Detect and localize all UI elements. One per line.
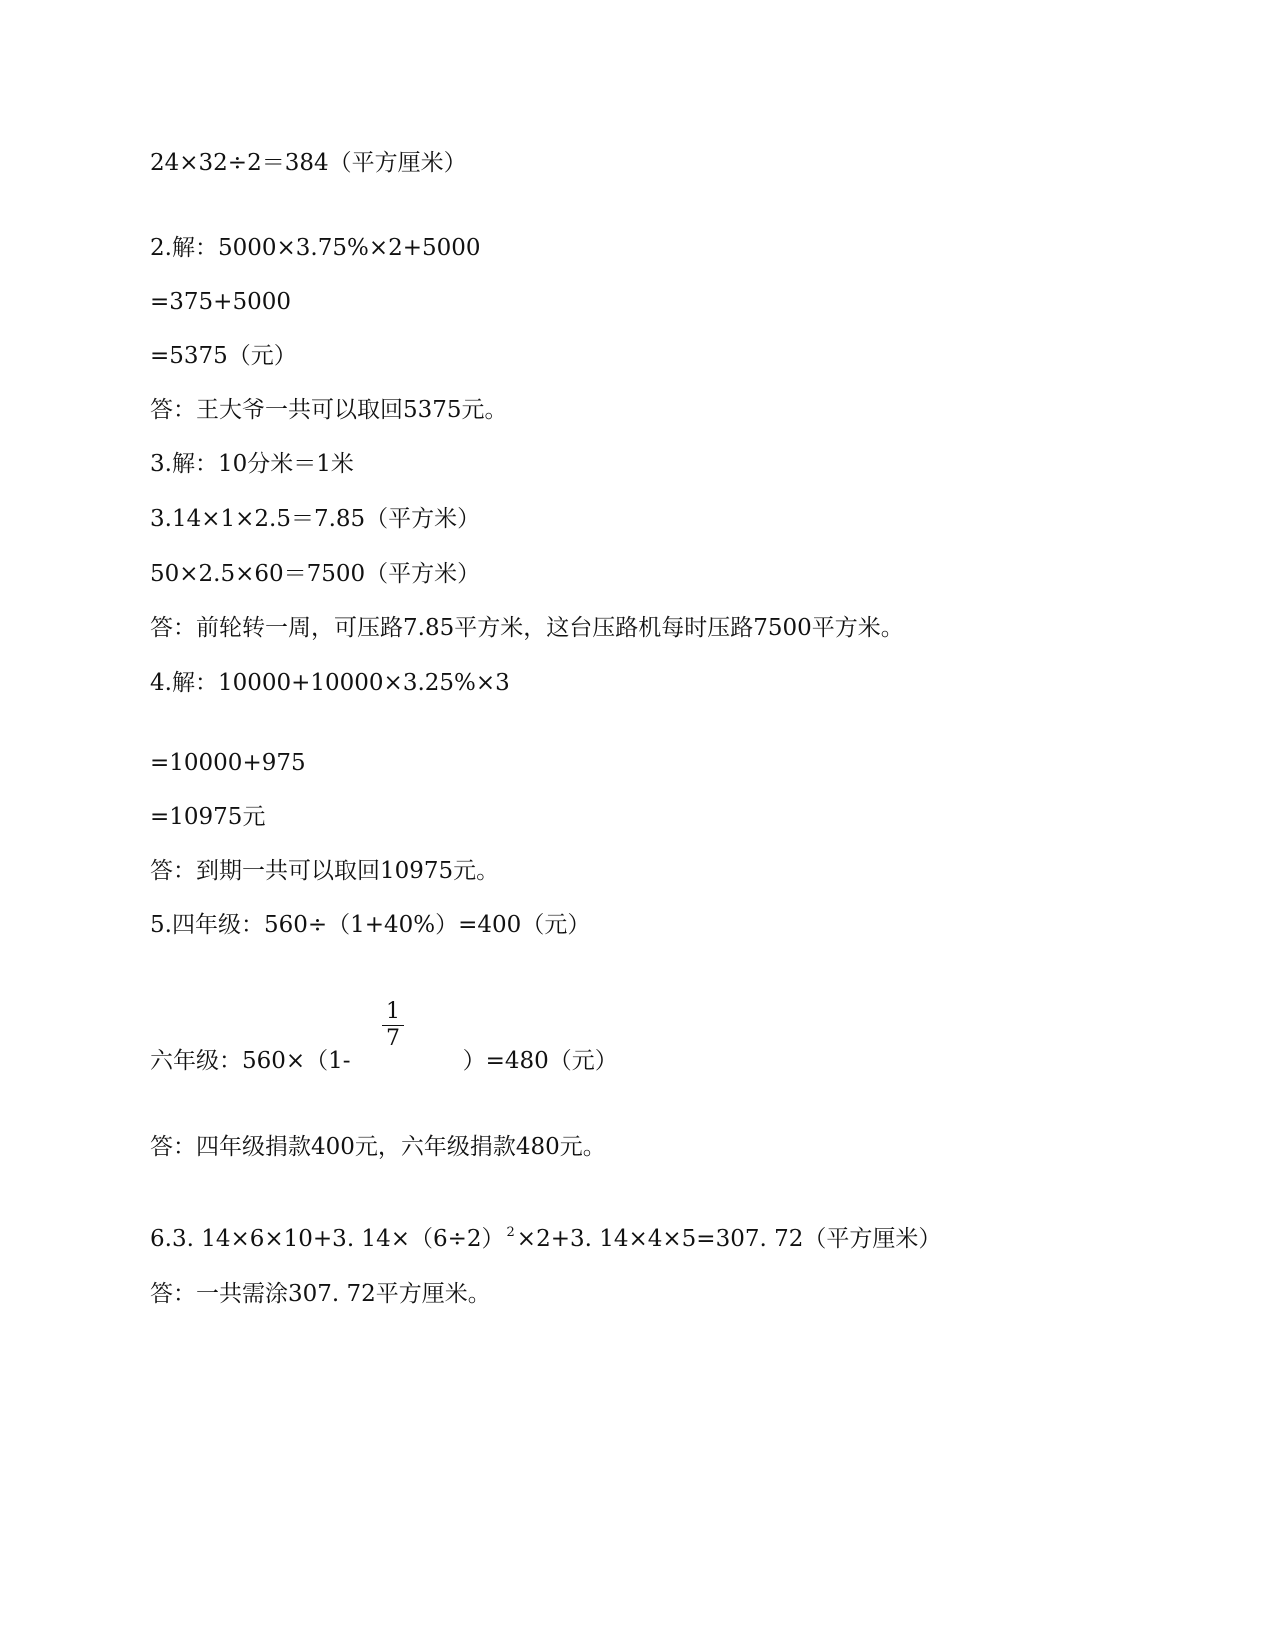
text-line: 3.14×1×2.5＝7.85（平方米） <box>150 506 481 532</box>
line-start: 六年级：560×（1- <box>150 1048 351 1074</box>
text-line: =5375（元） <box>150 343 297 369</box>
text-line <box>150 1224 941 1258</box>
text-line: =10000+975 <box>150 750 306 776</box>
text-line: 24×32÷2＝384（平方厘米） <box>150 150 467 176</box>
text-line: 50×2.5×60＝7500（平方米） <box>150 561 481 587</box>
fraction-numerator: 1 <box>386 999 400 1024</box>
text-line: 5.四年级：560÷（1+40%）=400（元） <box>150 912 591 938</box>
superscript: 2 <box>506 1225 515 1240</box>
answer-line: 答：一共需涂307. 72平方厘米。 <box>150 1281 491 1307</box>
fraction-denominator: 7 <box>386 1026 400 1051</box>
text-line: =375+5000 <box>150 289 291 315</box>
text-line: 2.解：5000×3.75%×2+5000 <box>150 235 481 261</box>
line-end: ）=480（元） <box>462 1048 618 1074</box>
line-start: 6.3. 14×6×10+3. 14×（6÷2） <box>150 1226 505 1252</box>
text-line: 4.解：10000+10000×3.25%×3 <box>150 670 510 696</box>
answer-line: 答：前轮转一周，可压路7.85平方米，这台压路机每时压路7500平方米。 <box>150 615 904 641</box>
answer-line: 答：四年级捐款400元，六年级捐款480元。 <box>150 1134 606 1160</box>
answer-line: 答：到期一共可以取回10975元。 <box>150 858 500 884</box>
line-end: ×2+3. 14×4×5=307. 72（平方厘米） <box>516 1226 942 1252</box>
text-line: 3.解：10分米＝1米 <box>150 451 354 477</box>
answer-line: 答：王大爷一共可以取回5375元。 <box>150 397 508 423</box>
text-line: =10975元 <box>150 804 266 830</box>
fraction <box>378 1000 408 1051</box>
